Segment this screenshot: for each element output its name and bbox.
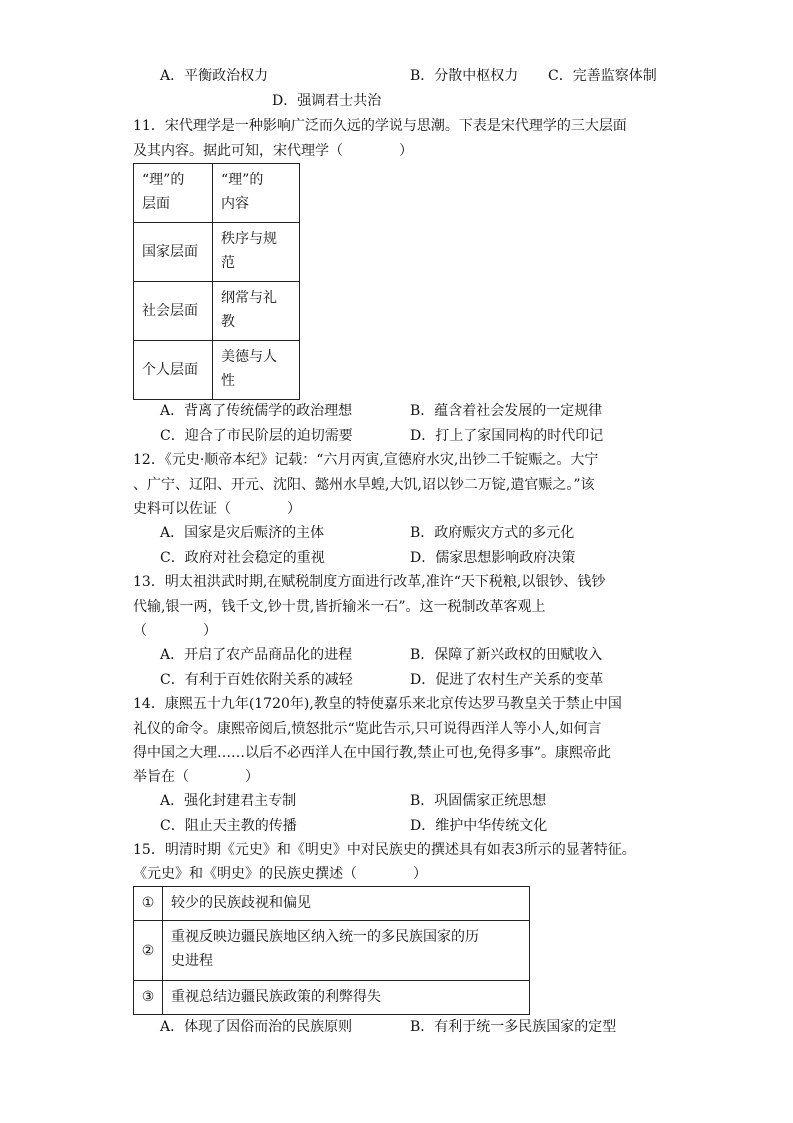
q12-stem-line-2: 、广宁、辽阳、开元、沈阳、懿州水旱蝗,大饥,诏以钞二万锭,遣官赈之。”该 [133, 477, 595, 493]
table-cell: 较少的民族歧视和偏见 [163, 887, 530, 921]
table-cell: 重视总结边疆民族政策的利弊得失 [163, 981, 530, 1015]
q13-option-b[interactable]: B．保障了新兴政权的田赋收入 [410, 647, 603, 663]
q12-option-d[interactable]: D．儒家思想影响政府决策 [410, 550, 576, 566]
table-cell: 个人层面 [134, 341, 213, 400]
table-cell-number: ① [134, 887, 163, 921]
table-cell-number: ② [134, 921, 163, 981]
table-cell: 重视反映边疆民族地区纳入统一的多民族国家的历 史进程 [163, 921, 530, 981]
table-cell: “理”的 内容 [213, 164, 300, 223]
table-row [134, 341, 300, 400]
table-cell: 美德与人 性 [213, 341, 300, 400]
table-row [134, 921, 530, 981]
q11-table [133, 163, 300, 400]
q10-option-a[interactable]: A．平衡政治权力 [160, 68, 269, 84]
table-cell: 社会层面 [134, 282, 213, 341]
table-row [134, 981, 530, 1015]
q14-stem-line-4: 举旨在（ ） [133, 769, 259, 785]
q10-option-d[interactable]: D．强调君士共治 [272, 93, 382, 109]
q14-stem-line-3: 得中国之大理……以后不必西洋人在中国行教,禁止可也,免得多事”。康熙帝此 [133, 745, 612, 761]
q12-stem-line-1: 12．《元史·顺帝本纪》记载：“六月丙寅,宣德府水灾,出钞二千锭赈之。大宁 [133, 452, 599, 468]
q13-option-a[interactable]: A．开启了农产品商品化的进程 [160, 647, 353, 663]
table-row [134, 887, 530, 921]
q15-stem-line-2: 《元史》和《明史》的民族史撰述（ ） [133, 866, 427, 882]
q11-stem-line-2: 及其内容。据此可知，宋代理学（ ） [133, 143, 413, 159]
q11-stem-line-1: 11．宋代理学是一种影响广泛而久远的学说与思潮。下表是宋代理学的三大层面 [133, 118, 627, 134]
table-row [134, 282, 300, 341]
q12-option-a[interactable]: A．国家是灾后赈济的主体 [160, 525, 325, 541]
q14-stem-line-2: 礼仪的命令。康熙帝阅后,愤怒批示“览此告示,只可说得西洋人等小人,如何言 [133, 721, 602, 737]
q11-option-b[interactable]: B．蕴含着社会发展的一定规律 [410, 403, 603, 419]
q15-stem-line-1: 15．明清时期《元史》和《明史》中对民族史的撰述具有如表3所示的显著特征。 [133, 842, 636, 858]
q14-option-d[interactable]: D．维护中华传统文化 [410, 818, 548, 834]
table-row [134, 223, 300, 282]
q13-stem-line-3: （ ） [133, 623, 217, 639]
q10-option-c[interactable]: C．完善监察体制 [548, 68, 657, 84]
q12-option-b[interactable]: B．政府赈灾方式的多元化 [410, 525, 575, 541]
table-cell-number: ③ [134, 981, 163, 1015]
q12-stem-line-3: 史料可以佐证（ ） [133, 501, 301, 517]
q13-stem-line-1: 13．明太祖洪武时期,在赋税制度方面进行改革,准许“天下税粮,以银钞、钱钞 [133, 574, 606, 590]
q13-stem-line-2: 代输,银一两，钱千文,钞十贯,皆折输米一石”。这一税制改革客观上 [133, 599, 546, 615]
q13-option-d[interactable]: D．促进了农村生产关系的变革 [410, 672, 604, 688]
q14-option-b[interactable]: B．巩固儒家正统思想 [410, 793, 547, 809]
q15-option-b[interactable]: B．有利于统一多民族国家的定型 [410, 1019, 617, 1035]
table-row [134, 164, 300, 223]
table-cell: 国家层面 [134, 223, 213, 282]
q14-stem-line-1: 14．康熙五十九年(1720年),教皇的特使嘉乐来北京传达罗马教皇关于禁止中国 [133, 696, 622, 712]
q15-option-a[interactable]: A．体现了因俗而治的民族原则 [160, 1019, 353, 1035]
table-cell: 纲常与礼 教 [213, 282, 300, 341]
table-cell: 秩序与规 范 [213, 223, 300, 282]
q14-option-c[interactable]: C．阻止天主教的传播 [160, 818, 297, 834]
q11-option-c[interactable]: C．迎合了市民阶层的迫切需要 [160, 428, 353, 444]
q14-option-a[interactable]: A．强化封建君主专制 [160, 793, 297, 809]
q13-option-c[interactable]: C．有利于百姓依附关系的减轻 [160, 672, 353, 688]
q11-option-d[interactable]: D．打上了家国同构的时代印记 [410, 428, 604, 444]
table-cell: “理”的 层面 [134, 164, 213, 223]
q12-option-c[interactable]: C．政府对社会稳定的重视 [160, 550, 325, 566]
q11-option-a[interactable]: A．背离了传统儒学的政治理想 [160, 403, 353, 419]
q10-option-b[interactable]: B．分散中枢权力 [410, 68, 519, 84]
q15-table [133, 886, 530, 1015]
